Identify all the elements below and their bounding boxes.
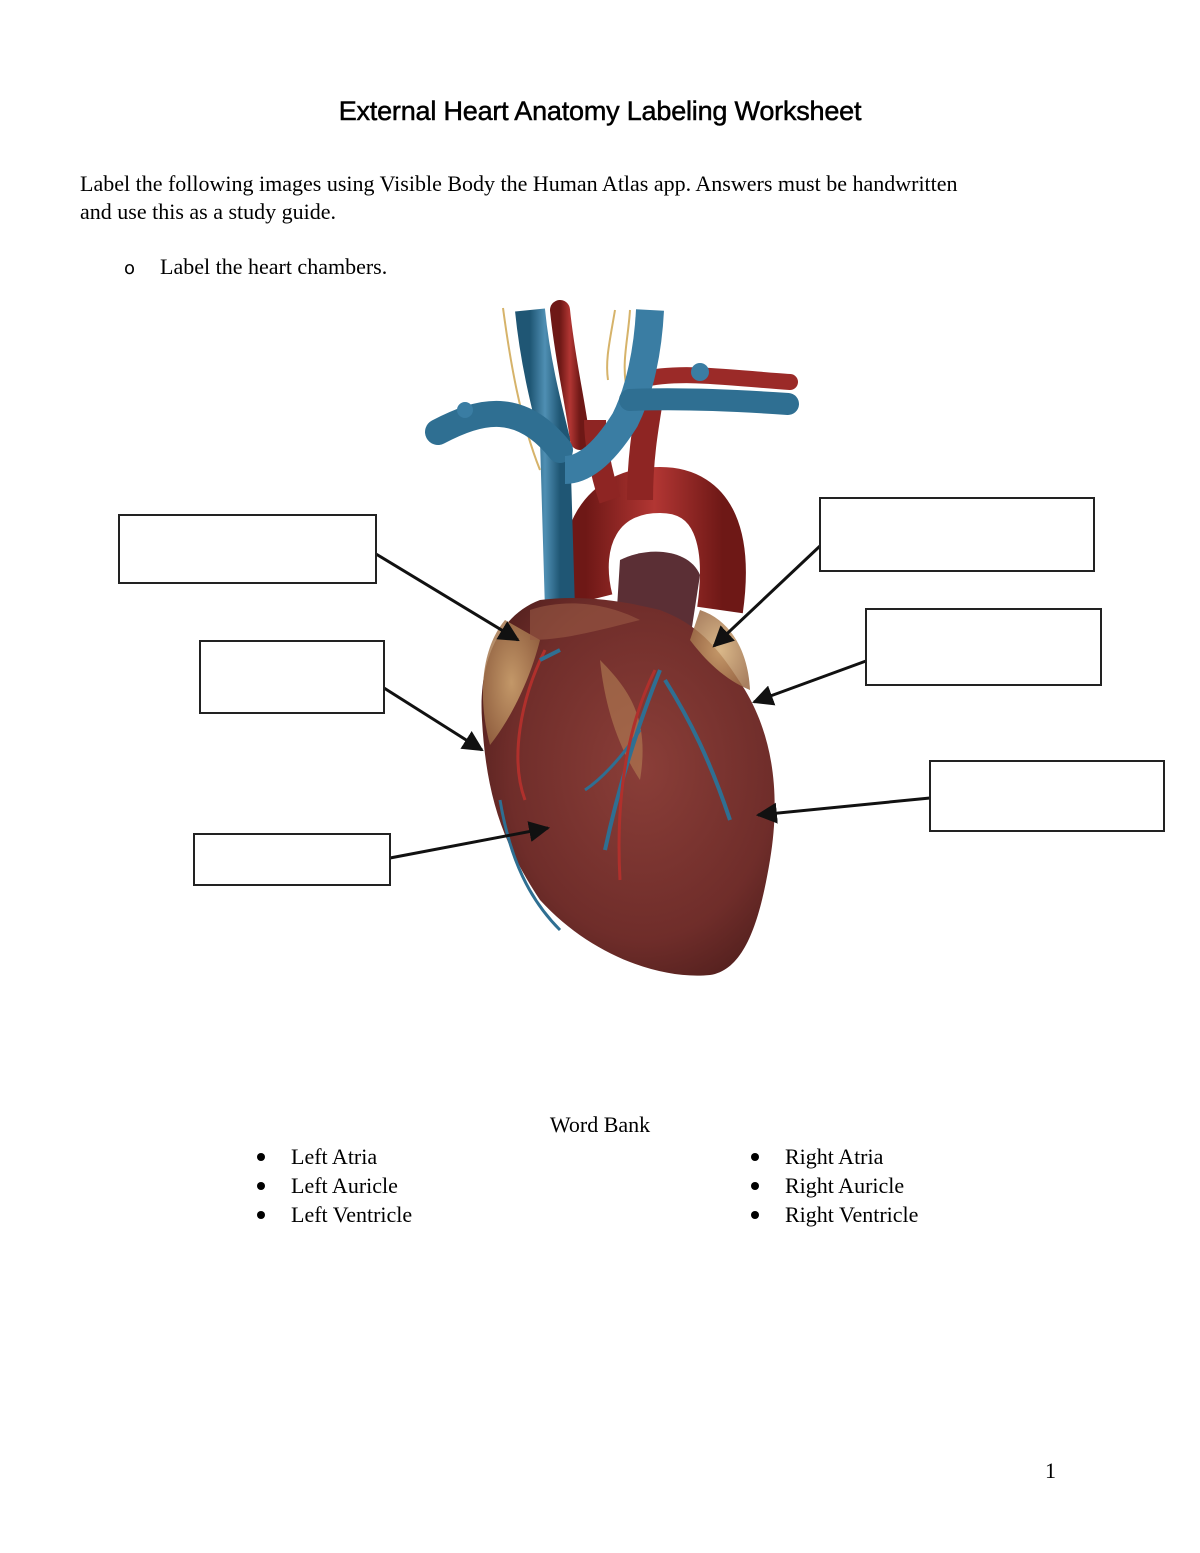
word-bank-item: Right Atria [749, 1142, 918, 1171]
word-bank-item: Left Atria [255, 1142, 412, 1171]
word-bank-item: Right Ventricle [749, 1200, 918, 1229]
instructions-text: Label the following images using Visible Body the Human Atlas app. Answers must be handwritten and use this as a study guide. [80, 171, 958, 224]
word-bank-title: Word Bank [549, 1112, 651, 1137]
word-bank-item: Left Ventricle [255, 1200, 412, 1229]
vessels [438, 308, 790, 610]
page-title: External Heart Anatomy Labeling Worksheet [338, 96, 862, 126]
task-text: Label the heart chambers. [160, 254, 388, 279]
word-bank-item: Left Auricle [255, 1171, 412, 1200]
label-box-middle-left[interactable] [199, 640, 385, 714]
heart-body [482, 552, 775, 976]
task-bullet: o [124, 258, 136, 279]
label-box-lower-left[interactable] [193, 833, 391, 886]
label-box-upper-right[interactable] [819, 497, 1095, 572]
label-box-middle-right[interactable] [865, 608, 1102, 686]
word-bank-left-list [255, 1142, 412, 1229]
page-number: 1 [1045, 1458, 1056, 1483]
label-box-lower-right[interactable] [929, 760, 1165, 832]
label-box-upper-left[interactable] [118, 514, 377, 584]
word-bank-item: Right Auricle [749, 1171, 918, 1200]
word-bank-right-list [749, 1142, 918, 1229]
